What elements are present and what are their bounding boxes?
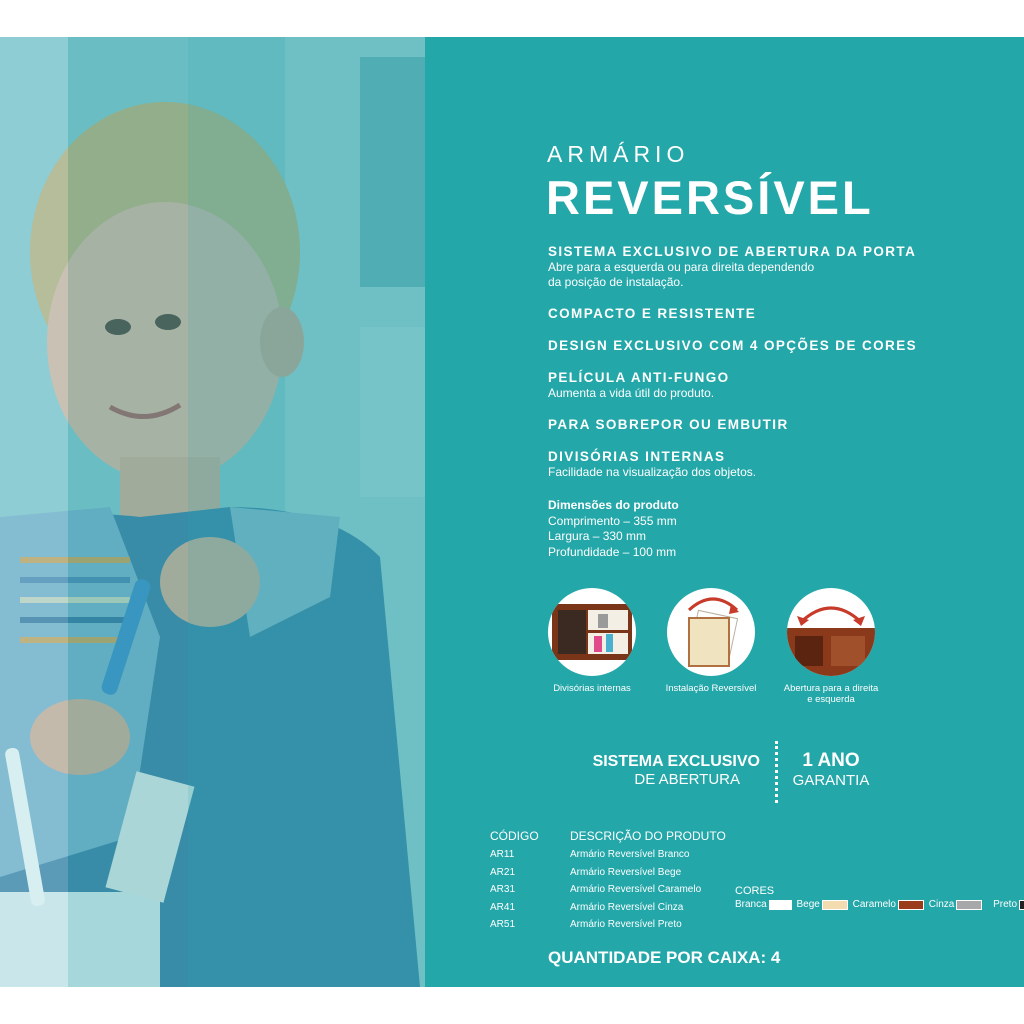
icon-caption — [532, 683, 652, 694]
feature-heading: PELÍCULA ANTI-FUNGO — [548, 370, 730, 385]
color-name: Caramelo — [852, 899, 896, 910]
product-photo — [0, 37, 425, 987]
color-name: Cinza — [928, 899, 955, 910]
color-swatch — [822, 900, 848, 910]
feature-mounting — [548, 417, 789, 433]
row-description: Armário Reversível Caramelo — [570, 884, 702, 895]
row-description: Armário Reversível Cinza — [570, 901, 684, 913]
feature-desc-line: da posição de instalação. — [548, 275, 684, 289]
icon-caption — [771, 683, 891, 705]
color-swatch — [956, 900, 982, 910]
feature-desc-line: Abre para a esquerda ou para direita dependendo — [548, 260, 815, 274]
title-big: REVERSÍVEL — [546, 171, 874, 224]
icon-caption-line: Abertura para a direita — [783, 683, 879, 694]
dimension-line: Profundidade – 100 mm — [548, 544, 677, 559]
row-code: AR31 — [490, 884, 516, 895]
color-swatch — [1019, 900, 1024, 910]
color-options — [735, 885, 1018, 910]
dimension-line: Largura – 330 mm — [548, 529, 647, 543]
dimensions-block — [548, 498, 679, 560]
info-panel — [425, 37, 1024, 987]
color-option — [735, 899, 794, 910]
color-option — [796, 899, 849, 910]
icon-caption-line: e esquerda — [807, 694, 855, 705]
row-code: AR21 — [490, 866, 516, 878]
system-badge-line1: SISTEMA EXCLUSIVO — [592, 753, 760, 770]
header-code: CÓDIGO — [490, 829, 539, 843]
color-option — [853, 899, 926, 910]
warranty-badge — [790, 750, 872, 789]
feature-heading: PARA SOBREPOR OU EMBUTIR — [548, 417, 789, 432]
title-small: ARMÁRIO — [547, 141, 690, 167]
catalog-page — [0, 37, 1024, 987]
boy-with-toothbrush-illustration — [0, 37, 425, 987]
reversible-installation-icon — [667, 588, 755, 676]
feature-desc-line: Facilidade na visualização dos objetos. — [548, 465, 757, 479]
row-code: AR51 — [490, 919, 516, 930]
quantity-per-box: QUANTIDADE POR CAIXA: 4 — [548, 948, 781, 967]
dimensions-heading: Dimensões do produto — [548, 498, 679, 512]
color-name: Branca — [735, 899, 767, 910]
colors-label: CORES — [735, 885, 775, 897]
feature-heading: DESIGN EXCLUSIVO COM 4 OPÇÕES DE CORES — [548, 338, 918, 353]
row-code: AR41 — [490, 901, 516, 913]
feature-heading: DIVISÓRIAS INTERNAS — [548, 449, 726, 464]
icon-caption-line: Instalação Reversível — [665, 683, 757, 694]
color-name: Bege — [796, 899, 820, 910]
icon-caption-line: Divisórias internas — [553, 683, 631, 694]
color-option — [929, 899, 991, 910]
feature-heading: SISTEMA EXCLUSIVO DE ABERTURA DA PORTA — [548, 244, 917, 259]
icon-caption — [651, 683, 771, 694]
row-description: Armário Reversível Preto — [570, 919, 682, 930]
feature-anti-fungus — [548, 370, 730, 401]
warranty-line1: 1 ANO — [802, 750, 860, 771]
system-badge-line2: DE ABERTURA — [634, 771, 740, 788]
feature-desc-line: Aumenta a vida útil do produto. — [548, 386, 715, 400]
feature-design — [548, 338, 917, 354]
opening-direction-icon — [787, 588, 875, 676]
color-option — [993, 899, 1024, 910]
warranty-line2: GARANTIA — [792, 772, 870, 789]
badge-divider — [775, 741, 778, 803]
color-swatches — [735, 899, 1024, 910]
color-name: Preto — [993, 899, 1018, 910]
feature-dividers — [548, 449, 756, 480]
feature-opening-system — [548, 244, 916, 290]
feature-compact — [548, 306, 756, 322]
system-badge — [575, 753, 760, 788]
header-description: DESCRIÇÃO DO PRODUTO — [570, 829, 726, 843]
row-description: Armário Reversível Bege — [570, 866, 682, 878]
color-swatch — [769, 900, 792, 910]
row-code: AR11 — [490, 849, 515, 860]
dimension-line: Comprimento – 355 mm — [548, 513, 677, 528]
feature-heading: COMPACTO E RESISTENTE — [548, 306, 757, 321]
cabinet-dividers-icon — [548, 588, 636, 676]
color-swatch — [898, 900, 924, 910]
row-description: Armário Reversível Branco — [570, 849, 690, 860]
